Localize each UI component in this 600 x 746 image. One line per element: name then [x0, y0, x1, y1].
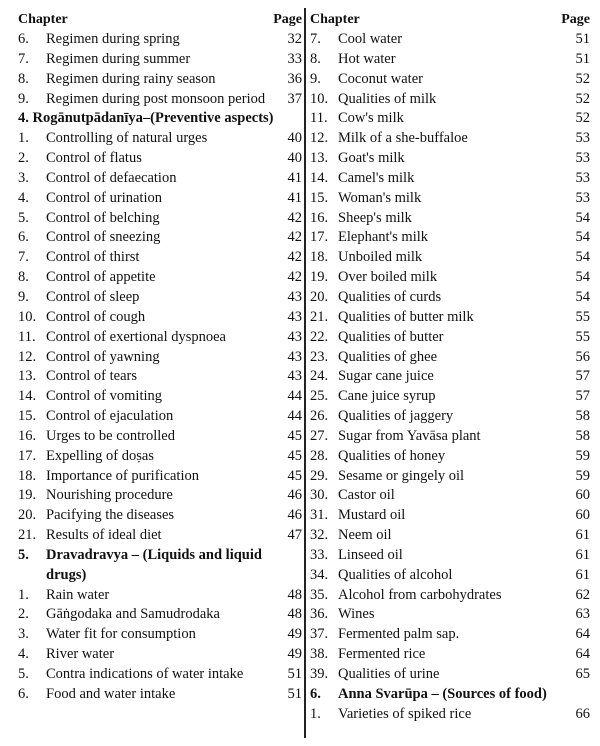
entry-number: 7.	[18, 249, 29, 266]
entry-number: 9.	[18, 288, 29, 305]
contents-entry	[310, 566, 590, 586]
entry-number: 1.	[310, 705, 321, 722]
contents-entry	[310, 70, 590, 90]
contents-entry	[18, 447, 302, 467]
entry-page: 57	[575, 388, 590, 405]
entry-title: 4. Rogānutpādanīya–(Preventive aspects)	[18, 110, 274, 127]
entry-title: Qualities of butter	[338, 328, 444, 345]
entry-number: 11.	[310, 110, 328, 127]
chapter-heading: Chapter	[18, 12, 68, 27]
entry-title: Fermented rice	[338, 646, 426, 663]
entry-title: Varieties of spiked rice	[338, 705, 472, 722]
contents-entry	[18, 149, 302, 169]
entry-number: 1.	[18, 586, 29, 603]
contents-entry	[310, 645, 590, 665]
entry-page: 43	[287, 368, 302, 385]
entry-number: 5.	[18, 209, 29, 226]
contents-entry	[18, 169, 302, 189]
entry-page: 61	[575, 546, 590, 563]
entry-page: 54	[575, 249, 590, 266]
entry-page: 51	[287, 666, 302, 682]
entry-number: 15.	[18, 408, 37, 425]
contents-entry	[310, 169, 590, 189]
entry-title: Coconut water	[338, 70, 423, 87]
entry-number: 21.	[310, 308, 329, 325]
entry-title: Contra indications of water intake	[46, 666, 244, 682]
entry-number: 30.	[310, 487, 329, 504]
column-header	[18, 10, 302, 30]
entry-number: 5.	[18, 546, 29, 563]
entry-page: 61	[575, 527, 590, 544]
entry-number: 31.	[310, 507, 329, 524]
contents-entry	[18, 665, 302, 685]
entry-number: 12.	[310, 130, 329, 147]
entry-page: 54	[575, 229, 590, 246]
entry-title: Qualities of alcohol	[338, 566, 453, 583]
contents-entry	[310, 447, 590, 467]
entry-page: 61	[575, 566, 590, 583]
entry-page: 64	[575, 646, 590, 663]
entry-number: 3.	[18, 626, 29, 643]
contents-entry	[310, 109, 590, 129]
entry-title: Sugar from Yavāsa plant	[338, 427, 481, 444]
entry-title: Linseed oil	[338, 546, 403, 563]
entry-page: 62	[575, 586, 590, 603]
entry-page: 54	[575, 288, 590, 305]
contents-entry	[310, 705, 590, 725]
entry-page: 44	[287, 408, 302, 425]
entry-title: Elephant's milk	[338, 229, 429, 246]
entry-page: 51	[575, 50, 590, 67]
entry-number: 4.	[18, 189, 29, 206]
entry-page: 51	[287, 685, 302, 702]
entry-page: 43	[287, 348, 302, 365]
contents-entry	[18, 189, 302, 209]
entry-title: Regimen during summer	[46, 50, 191, 67]
entry-number: 35.	[310, 586, 329, 603]
entry-number: 13.	[18, 368, 37, 385]
entry-page: 42	[287, 249, 302, 266]
entry-number: 32.	[310, 527, 329, 544]
contents-entry	[18, 209, 302, 229]
entry-title: Woman's milk	[338, 189, 422, 206]
contents-entry	[18, 467, 302, 487]
entry-number: 24.	[310, 368, 329, 385]
entry-page: 59	[575, 447, 590, 464]
contents-entry	[18, 367, 302, 387]
entry-number: 17.	[310, 229, 329, 246]
entry-title: Hot water	[338, 50, 396, 67]
contents-entry	[310, 625, 590, 645]
entry-title: Gāṅgodaka and Samudrodaka	[46, 606, 220, 623]
entry-title: Control of sneezing	[46, 229, 161, 246]
page-heading: Page	[273, 12, 302, 27]
entry-title: Control of thirst	[46, 249, 140, 266]
contents-entry	[18, 90, 302, 110]
contents-entry	[18, 248, 302, 268]
entry-page: 45	[287, 447, 302, 464]
entry-number: 5.	[18, 666, 29, 682]
entry-title: Rain water	[46, 586, 110, 603]
entry-title: Qualities of curds	[338, 288, 442, 305]
entry-title: Cow's milk	[338, 110, 404, 127]
entry-page: 49	[287, 646, 302, 663]
entry-page: 41	[287, 189, 302, 206]
entry-number: 15.	[310, 189, 329, 206]
contents-entry	[310, 467, 590, 487]
entry-title: Neem oil	[338, 527, 392, 544]
entry-page: 42	[287, 229, 302, 246]
contents-entry	[310, 328, 590, 348]
contents-entry	[18, 586, 302, 606]
entry-number: 8.	[18, 269, 29, 286]
entry-number: 18.	[310, 249, 329, 266]
entry-number: 20.	[310, 288, 329, 305]
entry-title: Control of exertional dyspnoea	[46, 328, 226, 345]
entry-title: Alcohol from carbohydrates	[338, 586, 502, 603]
contents-column-right	[310, 10, 590, 725]
entry-number: 14.	[18, 388, 37, 405]
entry-page: 41	[287, 169, 302, 186]
contents-entry	[18, 605, 302, 625]
entry-number: 21.	[18, 527, 37, 544]
contents-entry	[310, 605, 590, 625]
entry-title: Milk of a she-buffaloe	[338, 130, 468, 147]
entry-title: Sugar cane juice	[338, 368, 434, 385]
entry-page: 40	[287, 130, 302, 147]
entry-title: Camel's milk	[338, 169, 415, 186]
contents-entry	[18, 625, 302, 645]
entry-page: 66	[575, 705, 590, 722]
contents-entry	[18, 308, 302, 328]
entry-page: 33	[287, 50, 302, 67]
entry-page: 54	[575, 269, 590, 286]
entry-title: Qualities of honey	[338, 447, 446, 464]
entry-page: 58	[575, 427, 590, 444]
entry-number: 25.	[310, 388, 329, 405]
entry-title: Control of tears	[46, 368, 138, 385]
entry-number: 3.	[18, 169, 29, 186]
contents-entry	[310, 506, 590, 526]
entry-number: 11.	[18, 328, 36, 345]
entry-title: Qualities of butter milk	[338, 308, 474, 325]
entry-page: 55	[575, 308, 590, 325]
entry-number: 36.	[310, 606, 329, 623]
entry-number: 6.	[18, 31, 29, 47]
entry-page: 36	[287, 70, 302, 87]
contents-entry	[18, 70, 302, 90]
chapter-heading: Chapter	[310, 12, 360, 27]
entry-title: Control of sleep	[46, 288, 140, 305]
entry-number: 7.	[18, 50, 29, 67]
entry-page: 44	[287, 388, 302, 405]
entry-title: Cool water	[338, 31, 403, 47]
entry-number: 14.	[310, 169, 329, 186]
contents-entry	[310, 546, 590, 566]
entry-title: Control of belching	[46, 209, 160, 226]
entry-page: 53	[575, 169, 590, 186]
entry-number: 33.	[310, 546, 329, 563]
contents-entry	[310, 288, 590, 308]
entry-title: Control of defaecation	[46, 169, 177, 186]
contents-entry	[310, 228, 590, 248]
entry-title: Regimen during spring	[46, 31, 180, 47]
entry-page: 54	[575, 209, 590, 226]
contents-entry	[310, 189, 590, 209]
entry-page: 42	[287, 269, 302, 286]
entry-title: Castor oil	[338, 487, 395, 504]
entry-title: Unboiled milk	[338, 249, 423, 266]
entry-title: Dravadravya – (Liquids and liquid drugs)	[46, 546, 262, 583]
entry-page: 46	[287, 507, 302, 524]
entry-title: Control of cough	[46, 308, 146, 325]
entry-title: Food and water intake	[46, 685, 176, 702]
entry-title: Qualities of urine	[338, 666, 440, 682]
entry-title: Results of ideal diet	[46, 527, 162, 544]
entry-number: 19.	[18, 487, 37, 504]
contents-entry	[18, 129, 302, 149]
contents-entry	[310, 486, 590, 506]
entry-number: 16.	[310, 209, 329, 226]
entry-page: 57	[575, 368, 590, 385]
entry-title: Nourishing procedure	[46, 487, 173, 504]
contents-entry	[18, 328, 302, 348]
section-heading	[310, 685, 590, 705]
entry-title: Sheep's milk	[338, 209, 412, 226]
entry-number: 6.	[18, 229, 29, 246]
entry-title: Qualities of ghee	[338, 348, 438, 365]
contents-entry	[310, 90, 590, 110]
entry-number: 16.	[18, 427, 37, 444]
entry-title: Wines	[338, 606, 375, 623]
entry-page: 53	[575, 130, 590, 147]
entry-number: 2.	[18, 150, 29, 167]
contents-entry	[18, 526, 302, 546]
section-heading	[18, 109, 302, 129]
contents-entry	[18, 228, 302, 248]
entry-title: Fermented palm sap.	[338, 626, 460, 643]
contents-entry	[18, 50, 302, 70]
entry-number: 38.	[310, 646, 329, 663]
page-heading: Page	[561, 12, 590, 27]
entry-title: Control of appetite	[46, 269, 156, 286]
contents-entry	[18, 486, 302, 506]
entry-number: 39.	[310, 666, 329, 682]
entry-page: 52	[575, 90, 590, 107]
column-header	[310, 10, 590, 30]
entry-title: Controlling of natural urges	[46, 130, 208, 147]
contents-entry	[18, 288, 302, 308]
entry-number: 20.	[18, 507, 37, 524]
entry-number: 22.	[310, 328, 329, 345]
entry-title: Pacifying the diseases	[46, 507, 175, 524]
entry-page: 32	[287, 31, 302, 47]
entry-page: 45	[287, 467, 302, 484]
entry-page: 58	[575, 408, 590, 425]
entry-number: 18.	[18, 467, 37, 484]
entry-page: 52	[575, 70, 590, 87]
contents-entry	[310, 129, 590, 149]
entry-page: 45	[287, 427, 302, 444]
column-divider	[304, 8, 306, 738]
contents-entry	[18, 685, 302, 705]
entry-number: 12.	[18, 348, 37, 365]
contents-entry	[18, 645, 302, 665]
entry-title: Sesame or gingely oil	[338, 467, 465, 484]
entry-title: River water	[46, 646, 115, 663]
entry-number: 8.	[18, 70, 29, 87]
entry-page: 65	[575, 666, 590, 682]
entry-page: 51	[575, 31, 590, 47]
entry-title: Regimen during post monsoon period	[46, 90, 266, 107]
entry-page: 48	[287, 586, 302, 603]
entry-number: 13.	[310, 150, 329, 167]
contents-list-right	[310, 30, 590, 725]
contents-entry	[310, 665, 590, 685]
entry-title: Control of flatus	[46, 150, 142, 167]
contents-entry	[18, 348, 302, 368]
entry-number: 17.	[18, 447, 37, 464]
entry-page: 52	[575, 110, 590, 127]
entry-number: 23.	[310, 348, 329, 365]
entry-page: 55	[575, 328, 590, 345]
contents-entry	[310, 268, 590, 288]
entry-number: 26.	[310, 408, 329, 425]
entry-number: 9.	[18, 90, 29, 107]
entry-number: 9.	[310, 70, 321, 87]
entry-number: 7.	[310, 31, 321, 47]
entry-page: 46	[287, 487, 302, 504]
section-heading	[18, 546, 302, 586]
entry-title: Control of ejaculation	[46, 408, 174, 425]
entry-number: 8.	[310, 50, 321, 67]
entry-page: 43	[287, 328, 302, 345]
contents-entry	[310, 387, 590, 407]
entry-number: 27.	[310, 427, 329, 444]
entry-page: 53	[575, 189, 590, 206]
contents-entry	[310, 526, 590, 546]
entry-title: Expelling of doṣas	[46, 447, 154, 464]
entry-page: 60	[575, 507, 590, 524]
entry-number: 10.	[18, 308, 37, 325]
entry-page: 64	[575, 626, 590, 643]
contents-list-left	[18, 30, 302, 705]
contents-column-left	[18, 10, 302, 705]
entry-page: 37	[287, 90, 302, 107]
entry-title: Control of urination	[46, 189, 162, 206]
entry-title: Urges to be controlled	[46, 427, 175, 444]
entry-title: Qualities of jaggery	[338, 408, 454, 425]
entry-page: 43	[287, 308, 302, 325]
contents-entry	[310, 348, 590, 368]
entry-title: Control of yawning	[46, 348, 160, 365]
entry-number: 29.	[310, 467, 329, 484]
contents-entry	[310, 407, 590, 427]
entry-number: 6.	[310, 685, 321, 702]
contents-entry	[310, 367, 590, 387]
entry-title: Over boiled milk	[338, 269, 438, 286]
entry-page: 53	[575, 150, 590, 167]
entry-title: Cane juice syrup	[338, 388, 436, 405]
entry-number: 6.	[18, 685, 29, 702]
entry-page: 59	[575, 467, 590, 484]
entry-title: Regimen during rainy season	[46, 70, 216, 87]
entry-number: 19.	[310, 269, 329, 286]
contents-entry	[18, 387, 302, 407]
entry-title: Qualities of milk	[338, 90, 437, 107]
contents-entry	[18, 506, 302, 526]
entry-title: Anna Svarūpa – (Sources of food)	[338, 685, 547, 702]
entry-title: Water fit for consumption	[46, 626, 196, 643]
contents-entry	[18, 407, 302, 427]
entry-title: Importance of purification	[46, 467, 199, 484]
entry-page: 48	[287, 606, 302, 623]
contents-entry	[310, 149, 590, 169]
entry-number: 37.	[310, 626, 329, 643]
contents-entry	[310, 209, 590, 229]
contents-entry	[310, 50, 590, 70]
contents-entry	[310, 427, 590, 447]
entry-page: 49	[287, 626, 302, 643]
entry-number: 34.	[310, 566, 329, 583]
entry-page: 47	[287, 527, 302, 544]
contents-entry	[18, 30, 302, 50]
entry-title: Control of vomiting	[46, 388, 162, 405]
entry-number: 1.	[18, 130, 29, 147]
contents-entry	[18, 427, 302, 447]
contents-entry	[18, 268, 302, 288]
contents-entry	[310, 248, 590, 268]
entry-page: 42	[287, 209, 302, 226]
contents-entry	[310, 586, 590, 606]
entry-number: 4.	[18, 646, 29, 663]
entry-page: 43	[287, 288, 302, 305]
entry-page: 60	[575, 487, 590, 504]
entry-title: Mustard oil	[338, 507, 406, 524]
entry-number: 2.	[18, 606, 29, 623]
entry-title: Goat's milk	[338, 150, 405, 167]
contents-entry	[310, 308, 590, 328]
entry-number: 28.	[310, 447, 329, 464]
entry-page: 40	[287, 150, 302, 167]
entry-page: 63	[575, 606, 590, 623]
entry-number: 10.	[310, 90, 329, 107]
entry-page: 56	[575, 348, 590, 365]
contents-entry	[310, 30, 590, 50]
